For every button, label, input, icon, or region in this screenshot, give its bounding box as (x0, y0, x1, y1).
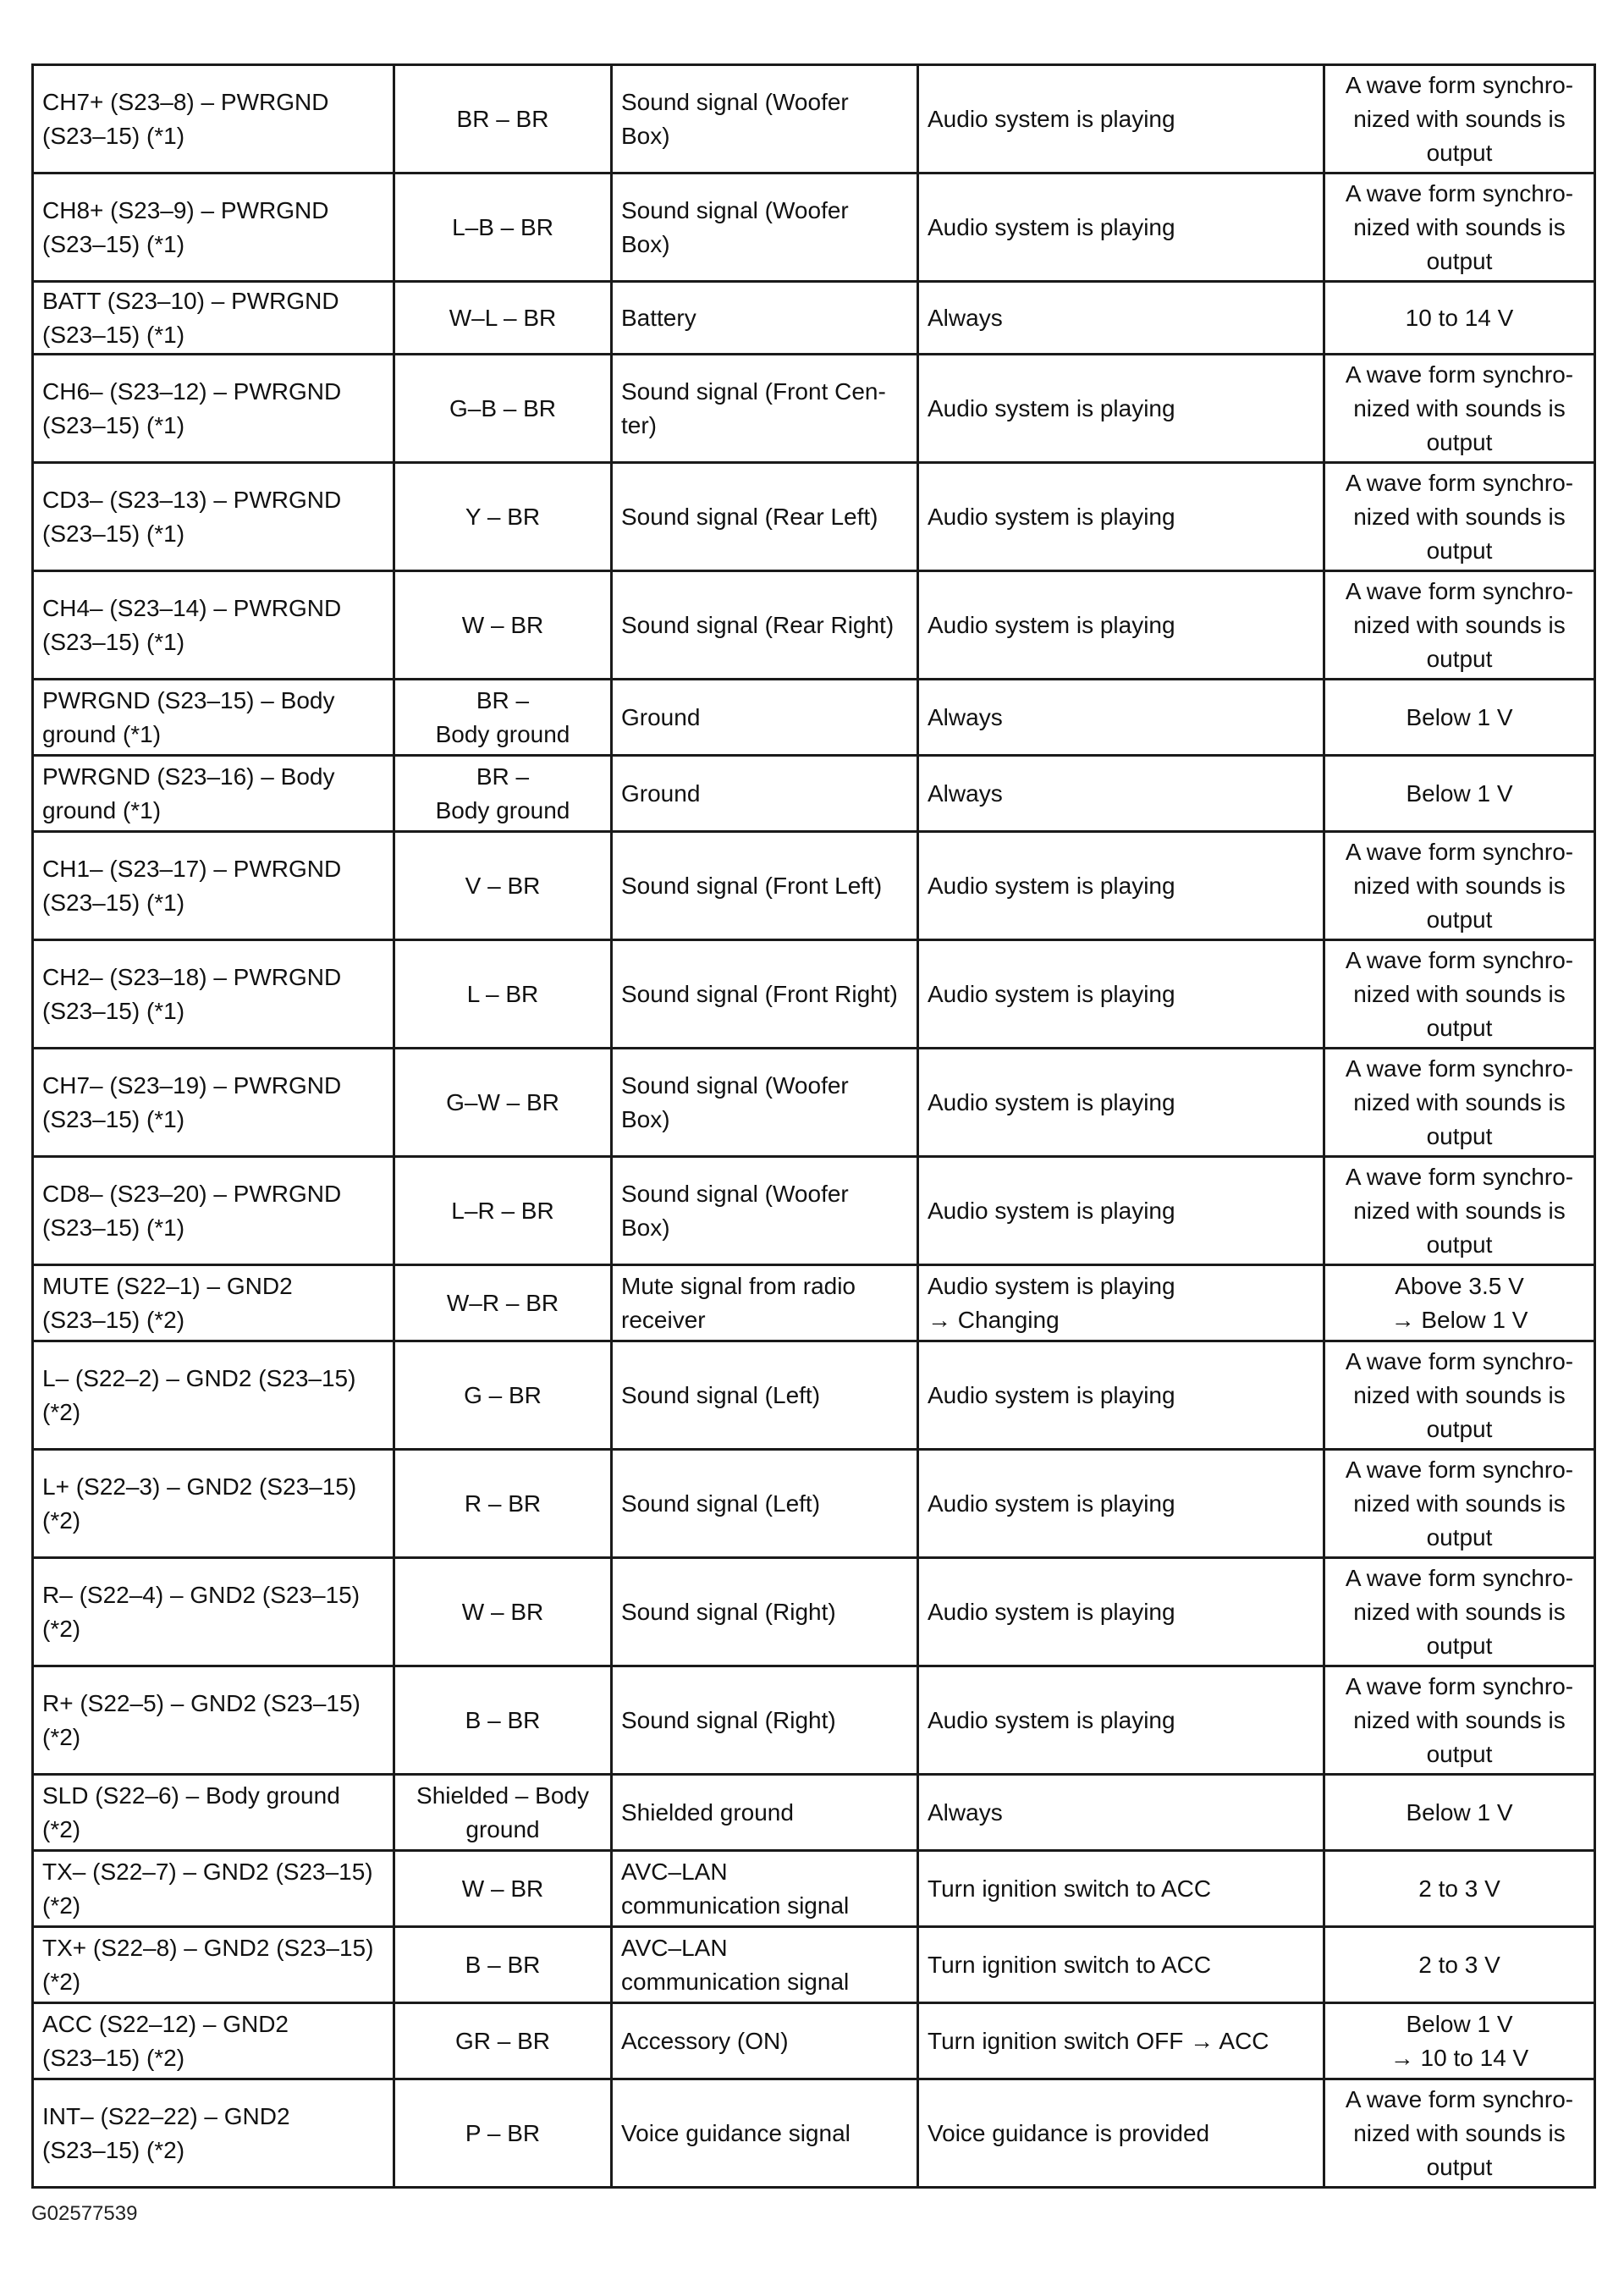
terminal-cell: TX– (S22–7) – GND2 (S23–15) (*2) (33, 1851, 394, 1927)
condition-cell: Turn ignition switch to ACC (918, 1927, 1324, 2003)
table-row (33, 1851, 1595, 1927)
wiring-color-cell: W – BR (394, 1851, 612, 1927)
specified-condition-cell: A wave form synchro- nized with sounds is output (1324, 2079, 1595, 2188)
description-cell: Ground (612, 756, 918, 832)
wiring-color-cell: L – BR (394, 940, 612, 1049)
table-row (33, 65, 1595, 173)
table-row (33, 282, 1595, 355)
table-row (33, 173, 1595, 282)
specified-condition-cell: A wave form synchro- nized with sounds is output (1324, 832, 1595, 940)
description-cell: Sound signal (Left) (612, 1450, 918, 1558)
specified-condition-cell: 2 to 3 V (1324, 1927, 1595, 2003)
description-cell: Sound signal (Left) (612, 1341, 918, 1450)
wiring-color-cell: BR – Body ground (394, 680, 612, 756)
condition-cell: Audio system is playing (918, 1666, 1324, 1775)
condition-cell: Audio system is playing (918, 65, 1324, 173)
table-row (33, 1450, 1595, 1558)
wiring-color-cell: W–L – BR (394, 282, 612, 355)
specified-condition-cell: Below 1 V (1324, 680, 1595, 756)
table-row (33, 680, 1595, 756)
condition-cell: Audio system is playing (918, 1558, 1324, 1666)
condition-cell: Audio system is playing (918, 1049, 1324, 1157)
description-cell: Sound signal (Woofer Box) (612, 173, 918, 282)
table-row (33, 940, 1595, 1049)
terminal-cell: CH1– (S23–17) – PWRGND (S23–15) (*1) (33, 832, 394, 940)
specified-condition-cell: A wave form synchro- nized with sounds is output (1324, 940, 1595, 1049)
specified-condition-cell: Below 1 V (1324, 756, 1595, 832)
wiring-color-cell: W – BR (394, 1558, 612, 1666)
specified-condition-cell: A wave form synchro- nized with sounds is output (1324, 1666, 1595, 1775)
condition-cell: Audio system is playing → Changing (918, 1265, 1324, 1341)
condition-cell: Audio system is playing (918, 571, 1324, 680)
condition-cell: Audio system is playing (918, 1341, 1324, 1450)
terminal-spec-table (31, 63, 1596, 2189)
table-row (33, 2003, 1595, 2079)
description-cell: AVC–LAN communication signal (612, 1851, 918, 1927)
wiring-color-cell: G–B – BR (394, 355, 612, 463)
table-body (33, 65, 1595, 2188)
terminal-cell: TX+ (S22–8) – GND2 (S23–15) (*2) (33, 1927, 394, 2003)
description-cell: Sound signal (Woofer Box) (612, 65, 918, 173)
table-row (33, 756, 1595, 832)
description-cell: Sound signal (Rear Left) (612, 463, 918, 571)
terminal-cell: CH7+ (S23–8) – PWRGND (S23–15) (*1) (33, 65, 394, 173)
table-row (33, 2079, 1595, 2188)
table-row (33, 1927, 1595, 2003)
condition-cell: Audio system is playing (918, 1157, 1324, 1265)
table-row (33, 1049, 1595, 1157)
table-row (33, 1265, 1595, 1341)
condition-cell: Always (918, 282, 1324, 355)
wiring-color-cell: BR – Body ground (394, 756, 612, 832)
wiring-color-cell: G–W – BR (394, 1049, 612, 1157)
description-cell: Sound signal (Woofer Box) (612, 1049, 918, 1157)
description-cell: Battery (612, 282, 918, 355)
table-row (33, 1157, 1595, 1265)
condition-cell: Always (918, 1775, 1324, 1851)
specified-condition-cell: Above 3.5 V → Below 1 V (1324, 1265, 1595, 1341)
terminal-cell: PWRGND (S23–15) – Body ground (*1) (33, 680, 394, 756)
specified-condition-cell: A wave form synchro- nized with sounds is output (1324, 1558, 1595, 1666)
wiring-color-cell: R – BR (394, 1450, 612, 1558)
specified-condition-cell: A wave form synchro- nized with sounds is output (1324, 65, 1595, 173)
condition-cell: Audio system is playing (918, 173, 1324, 282)
condition-cell: Audio system is playing (918, 832, 1324, 940)
condition-cell: Turn ignition switch to ACC (918, 1851, 1324, 1927)
description-cell: Sound signal (Rear Right) (612, 571, 918, 680)
terminal-cell: CD3– (S23–13) – PWRGND (S23–15) (*1) (33, 463, 394, 571)
wiring-color-cell: B – BR (394, 1927, 612, 2003)
figure-code: G02577539 (31, 2202, 138, 2225)
table-row (33, 1666, 1595, 1775)
terminal-spec-sheet (31, 63, 1594, 2189)
specified-condition-cell: A wave form synchro- nized with sounds is output (1324, 463, 1595, 571)
wiring-color-cell: B – BR (394, 1666, 612, 1775)
terminal-cell: L– (S22–2) – GND2 (S23–15) (*2) (33, 1341, 394, 1450)
terminal-cell: CH2– (S23–18) – PWRGND (S23–15) (*1) (33, 940, 394, 1049)
specified-condition-cell: A wave form synchro- nized with sounds is output (1324, 355, 1595, 463)
wiring-color-cell: V – BR (394, 832, 612, 940)
specified-condition-cell: A wave form synchro- nized with sounds is output (1324, 1341, 1595, 1450)
terminal-cell: CH7– (S23–19) – PWRGND (S23–15) (*1) (33, 1049, 394, 1157)
terminal-cell: INT– (S22–22) – GND2 (S23–15) (*2) (33, 2079, 394, 2188)
wiring-color-cell: L–R – BR (394, 1157, 612, 1265)
wiring-color-cell: G – BR (394, 1341, 612, 1450)
wiring-color-cell: GR – BR (394, 2003, 612, 2079)
wiring-color-cell: BR – BR (394, 65, 612, 173)
specified-condition-cell: A wave form synchro- nized with sounds is output (1324, 1049, 1595, 1157)
description-cell: Sound signal (Right) (612, 1666, 918, 1775)
terminal-cell: SLD (S22–6) – Body ground (*2) (33, 1775, 394, 1851)
description-cell: Shielded ground (612, 1775, 918, 1851)
terminal-cell: L+ (S22–3) – GND2 (S23–15) (*2) (33, 1450, 394, 1558)
terminal-cell: CD8– (S23–20) – PWRGND (S23–15) (*1) (33, 1157, 394, 1265)
terminal-cell: CH4– (S23–14) – PWRGND (S23–15) (*1) (33, 571, 394, 680)
terminal-cell: MUTE (S22–1) – GND2 (S23–15) (*2) (33, 1265, 394, 1341)
condition-cell: Audio system is playing (918, 355, 1324, 463)
description-cell: Sound signal (Woofer Box) (612, 1157, 918, 1265)
description-cell: Sound signal (Right) (612, 1558, 918, 1666)
table-row (33, 1775, 1595, 1851)
specified-condition-cell: A wave form synchro- nized with sounds is output (1324, 571, 1595, 680)
condition-cell: Turn ignition switch OFF → ACC (918, 2003, 1324, 2079)
specified-condition-cell: Below 1 V (1324, 1775, 1595, 1851)
wiring-color-cell: W–R – BR (394, 1265, 612, 1341)
description-cell: Mute signal from radio receiver (612, 1265, 918, 1341)
table-row (33, 1558, 1595, 1666)
terminal-cell: PWRGND (S23–16) – Body ground (*1) (33, 756, 394, 832)
description-cell: Sound signal (Front Cen- ter) (612, 355, 918, 463)
wiring-color-cell: Shielded – Body ground (394, 1775, 612, 1851)
specified-condition-cell: 10 to 14 V (1324, 282, 1595, 355)
specified-condition-cell: A wave form synchro- nized with sounds is output (1324, 173, 1595, 282)
table-row (33, 463, 1595, 571)
terminal-cell: R– (S22–4) – GND2 (S23–15) (*2) (33, 1558, 394, 1666)
table-row (33, 571, 1595, 680)
terminal-cell: BATT (S23–10) – PWRGND (S23–15) (*1) (33, 282, 394, 355)
specified-condition-cell: Below 1 V → 10 to 14 V (1324, 2003, 1595, 2079)
condition-cell: Audio system is playing (918, 463, 1324, 571)
description-cell: Sound signal (Front Left) (612, 832, 918, 940)
terminal-cell: CH8+ (S23–9) – PWRGND (S23–15) (*1) (33, 173, 394, 282)
wiring-color-cell: P – BR (394, 2079, 612, 2188)
table-row (33, 832, 1595, 940)
specified-condition-cell: A wave form synchro- nized with sounds is output (1324, 1450, 1595, 1558)
description-cell: Accessory (ON) (612, 2003, 918, 2079)
table-row (33, 1341, 1595, 1450)
condition-cell: Audio system is playing (918, 1450, 1324, 1558)
table-row (33, 355, 1595, 463)
condition-cell: Always (918, 680, 1324, 756)
wiring-color-cell: Y – BR (394, 463, 612, 571)
specified-condition-cell: 2 to 3 V (1324, 1851, 1595, 1927)
terminal-cell: CH6– (S23–12) – PWRGND (S23–15) (*1) (33, 355, 394, 463)
terminal-cell: R+ (S22–5) – GND2 (S23–15) (*2) (33, 1666, 394, 1775)
condition-cell: Voice guidance is provided (918, 2079, 1324, 2188)
terminal-cell: ACC (S22–12) – GND2 (S23–15) (*2) (33, 2003, 394, 2079)
wiring-color-cell: L–B – BR (394, 173, 612, 282)
description-cell: Ground (612, 680, 918, 756)
specified-condition-cell: A wave form synchro- nized with sounds is output (1324, 1157, 1595, 1265)
description-cell: Voice guidance signal (612, 2079, 918, 2188)
wiring-color-cell: W – BR (394, 571, 612, 680)
condition-cell: Always (918, 756, 1324, 832)
condition-cell: Audio system is playing (918, 940, 1324, 1049)
description-cell: Sound signal (Front Right) (612, 940, 918, 1049)
description-cell: AVC–LAN communication signal (612, 1927, 918, 2003)
